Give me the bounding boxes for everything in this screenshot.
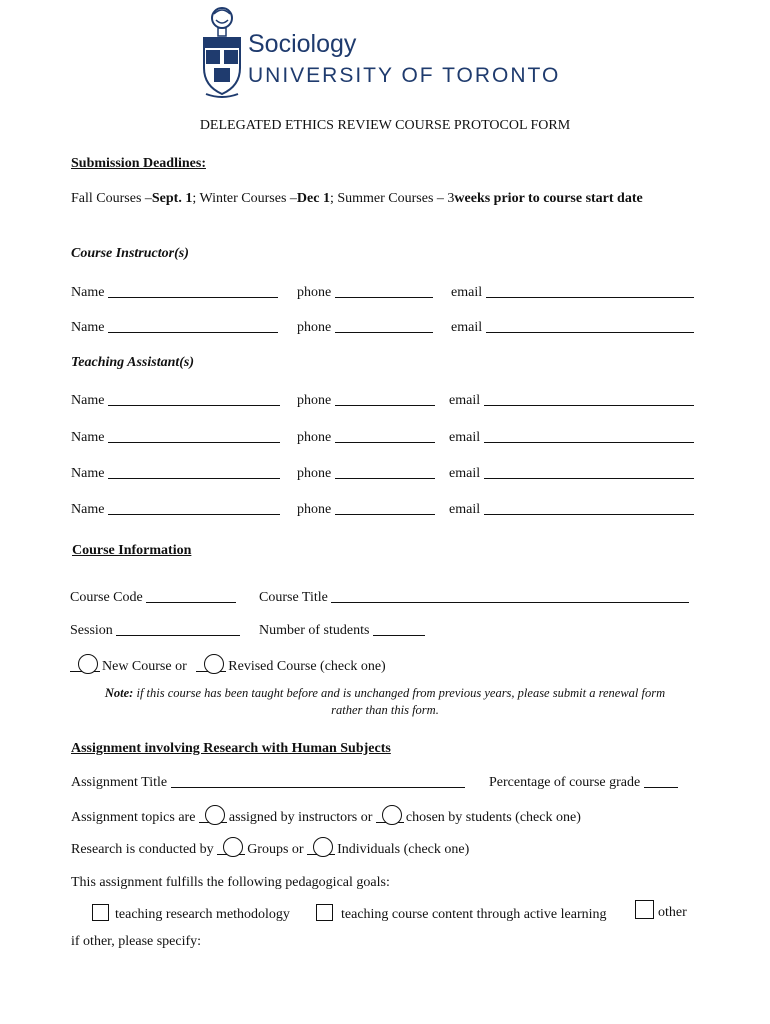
fall-value: Sept. 1	[151, 191, 193, 206]
note-line-2: rather than this form.	[331, 703, 439, 717]
crest-icon	[200, 6, 244, 102]
phone-label: phone	[297, 285, 332, 300]
course-code-label: Course Code	[70, 590, 143, 605]
ta-email-3	[449, 464, 694, 482]
assigned-label: assigned by instructors or	[228, 810, 373, 825]
course-title-field[interactable]	[331, 588, 689, 603]
goals-label: This assignment fulfills the following pedagogical goals:	[71, 875, 390, 890]
email-label: email	[449, 502, 481, 517]
assignment-title-row	[71, 773, 465, 791]
logo-university: UNIVERSITY OF TORONTO	[248, 64, 561, 87]
winter-label: ; Winter Courses –	[192, 191, 297, 206]
new-course-label: New Course or	[102, 659, 187, 674]
university-logo	[200, 6, 620, 102]
deadlines-line	[71, 191, 643, 207]
course-title-label: Course Title	[259, 590, 328, 605]
instructor-phone-field[interactable]	[335, 283, 433, 298]
ta-email-field[interactable]	[484, 391, 694, 406]
ta-name-field[interactable]	[108, 464, 280, 479]
ta-email-field[interactable]	[484, 464, 694, 479]
course-info-heading: Course Information	[72, 543, 192, 558]
students-row	[259, 621, 425, 639]
groups-label: Groups or	[247, 842, 304, 857]
ta-email-field[interactable]	[484, 428, 694, 443]
tas-heading: Teaching Assistant(s)	[71, 355, 195, 370]
form-title: DELEGATED ETHICS REVIEW COURSE PROTOCOL FORM	[199, 118, 571, 133]
ta-email-2	[449, 428, 694, 446]
assigned-radio[interactable]	[205, 805, 225, 825]
note-line-1: if this course has been taught before and is unchanged from previous years, please submit a renewal form	[133, 686, 666, 700]
goal-2-checkbox[interactable]	[316, 904, 333, 921]
instructor-name-field[interactable]	[108, 318, 278, 333]
instructors-heading: Course Instructor(s)	[71, 246, 189, 261]
instructor-email-field[interactable]	[486, 283, 694, 298]
ta-email-field[interactable]	[484, 500, 694, 515]
email-label: email	[449, 466, 481, 481]
ta-name-field[interactable]	[108, 391, 280, 406]
goal-3	[635, 900, 687, 921]
goal-1-label: teaching research methodology	[115, 907, 290, 922]
ta-phone-field[interactable]	[335, 391, 435, 406]
fall-label: Fall Courses –	[71, 191, 152, 206]
topics-label: Assignment topics are	[71, 810, 196, 825]
grade-row	[489, 773, 678, 791]
ta-name-field[interactable]	[108, 428, 280, 443]
instructor-row-2	[71, 318, 278, 336]
ta-phone-1	[297, 391, 435, 409]
goal-2-label: teaching course content through active learning	[341, 907, 607, 922]
course-title-row	[259, 588, 689, 606]
name-label: Name	[71, 502, 105, 517]
phone-label: phone	[297, 393, 332, 408]
students-field[interactable]	[373, 621, 425, 636]
conducted-row	[71, 837, 469, 858]
ta-row-3	[71, 464, 280, 482]
email-label: email	[451, 285, 483, 300]
chosen-label: chosen by students (check one)	[405, 810, 581, 825]
course-code-row	[70, 588, 236, 606]
session-field[interactable]	[116, 621, 240, 636]
email-label: email	[451, 320, 483, 335]
other-specify-label: if other, please specify:	[71, 934, 202, 949]
ta-phone-field[interactable]	[335, 428, 435, 443]
chosen-radio[interactable]	[382, 805, 402, 825]
ta-phone-2	[297, 428, 435, 446]
assignment-heading: Assignment involving Research with Human Subjects	[71, 741, 391, 756]
grade-label: Percentage of course grade	[489, 775, 641, 790]
ta-row-2	[71, 428, 280, 446]
goal-2	[316, 904, 607, 923]
new-course-radio[interactable]	[78, 654, 98, 674]
instructor-phone-1	[297, 283, 433, 301]
instructor-email-1	[451, 283, 694, 301]
phone-label: phone	[297, 502, 332, 517]
course-code-field[interactable]	[146, 588, 236, 603]
instructor-name-field[interactable]	[108, 283, 278, 298]
students-label: Number of students	[259, 623, 370, 638]
individuals-label: Individuals (check one)	[337, 842, 470, 857]
revised-course-label: Revised Course (check one)	[228, 659, 386, 674]
ta-email-4	[449, 500, 694, 518]
name-label: Name	[71, 285, 105, 300]
course-note	[70, 686, 700, 701]
grade-field[interactable]	[644, 773, 678, 788]
deadlines-heading: Submission Deadlines:	[71, 156, 206, 171]
instructor-phone-field[interactable]	[335, 318, 433, 333]
winter-value: Dec 1	[296, 191, 330, 206]
note-prefix: Note:	[104, 686, 134, 700]
session-label: Session	[70, 623, 113, 638]
ta-phone-field[interactable]	[335, 500, 435, 515]
ta-phone-4	[297, 500, 435, 518]
name-label: Name	[71, 320, 105, 335]
phone-label: phone	[297, 320, 332, 335]
ta-name-field[interactable]	[108, 500, 280, 515]
instructor-phone-2	[297, 318, 433, 336]
summer-value: weeks prior to course start date	[454, 191, 643, 206]
phone-label: phone	[297, 430, 332, 445]
ta-phone-field[interactable]	[335, 464, 435, 479]
ta-row-4	[71, 500, 280, 518]
session-row	[70, 621, 240, 639]
goal-1-checkbox[interactable]	[92, 904, 109, 921]
phone-label: phone	[297, 466, 332, 481]
goal-1	[92, 904, 290, 923]
assignment-title-field[interactable]	[171, 773, 465, 788]
ta-email-1	[449, 391, 694, 409]
goal-3-label: other	[658, 905, 687, 920]
logo-department: Sociology	[248, 30, 357, 58]
instructor-row-1	[71, 283, 278, 301]
name-label: Name	[71, 430, 105, 445]
name-label: Name	[71, 466, 105, 481]
summer-label: ; Summer Courses – 3	[329, 191, 455, 206]
conducted-label: Research is conducted by	[71, 842, 214, 857]
assignment-title-label: Assignment Title	[71, 775, 168, 790]
name-label: Name	[71, 393, 105, 408]
topics-row	[71, 805, 581, 826]
ta-row-1	[71, 391, 280, 409]
individuals-radio[interactable]	[313, 837, 333, 857]
goal-3-checkbox[interactable]	[635, 900, 654, 919]
email-label: email	[449, 393, 481, 408]
instructor-email-field[interactable]	[486, 318, 694, 333]
instructor-email-2	[451, 318, 694, 336]
ta-phone-3	[297, 464, 435, 482]
email-label: email	[449, 430, 481, 445]
course-type-row	[70, 654, 386, 675]
